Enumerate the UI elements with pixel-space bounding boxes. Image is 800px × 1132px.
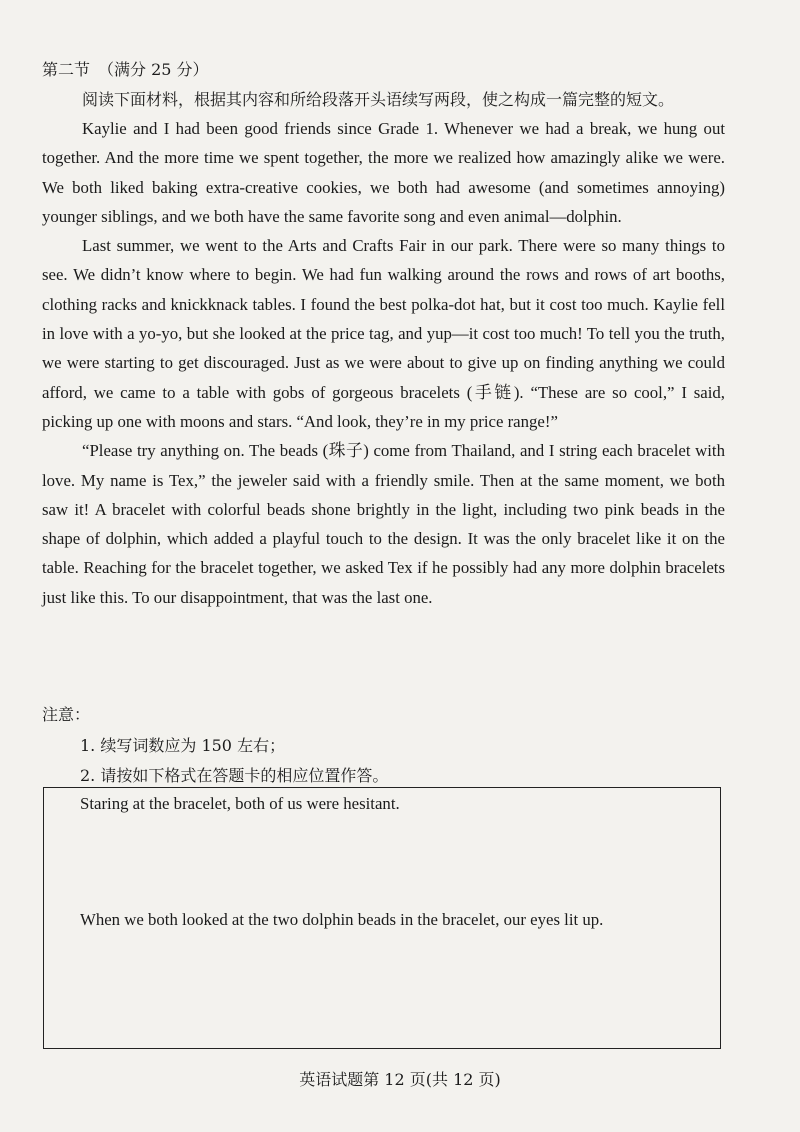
answer-box <box>43 787 721 1049</box>
notice-list <box>80 731 388 791</box>
reading-passage <box>42 114 725 612</box>
notice-item: 1. 续写词数应为 150 左右； <box>80 736 286 755</box>
section-header <box>42 58 209 82</box>
notice-item: 2. 请按如下格式在答题卡的相应位置作答。 <box>80 766 389 785</box>
section-title: 第二节 <box>42 60 91 79</box>
page-footer: 英语试题第 12 页(共 12 页) <box>299 1070 501 1089</box>
instruction-text: 阅读下面材料，根据其内容和所给段落开头语续写两段，使之构成一篇完整的短文。 <box>82 90 675 109</box>
passage-paragraph: Last summer, we went to the Arts and Crafts Fair in our park. There were so many things to see. We didn’t know where to begin. We had fun walking around the rows and rows of art booths, clothing racks and knickknack tables. I found the best polka-dot hat, but it cost too much. Kaylie fell in love with a yo-yo, but she looked at the price tag, and yup—it cost too much! To tell you the truth, we were starting to get discouraged. Just as we were about to give up on finding anything we could afford, we came to a table with gobs of gorgeous bracelets (手链). “These are so cool,” I said, picking up one with moons and stars. “And look, they’re in my price range!” <box>42 236 725 431</box>
continuation-prompt-2: When we both looked at the two dolphin beads in the bracelet, our eyes lit up. <box>80 910 604 929</box>
notice-title: 注意： <box>42 705 91 724</box>
passage-paragraph: Kaylie and I had been good friends since Grade 1. Whenever we had a break, we hung out together. And the more time we spent together, the more we realized how amazingly alike we were. We both liked baking extra-creative cookies, we both had awesome (and sometimes annoying) younger siblings, and we both have the same favorite song and even animal—dolphin. <box>42 119 725 226</box>
passage-paragraph: “Please try anything on. The beads (珠子) come from Thailand, and I string each bracelet with love. My name is Tex,” the jeweler said with a friendly smile. Then at the same moment, we both saw it! A bracelet with colorful beads shone brightly in the light, including two pink beads in the shape of dolphin, which added a playful touch to the design. It was the only bracelet like it on the table. Reaching for the bracelet together, we asked Tex if he possibly had any more dolphin bracelets just like this. To our disappointment, that was the last one. <box>42 441 725 607</box>
section-score: （满分 25 分） <box>98 60 209 79</box>
continuation-prompt-1: Staring at the bracelet, both of us were hesitant. <box>80 794 400 813</box>
